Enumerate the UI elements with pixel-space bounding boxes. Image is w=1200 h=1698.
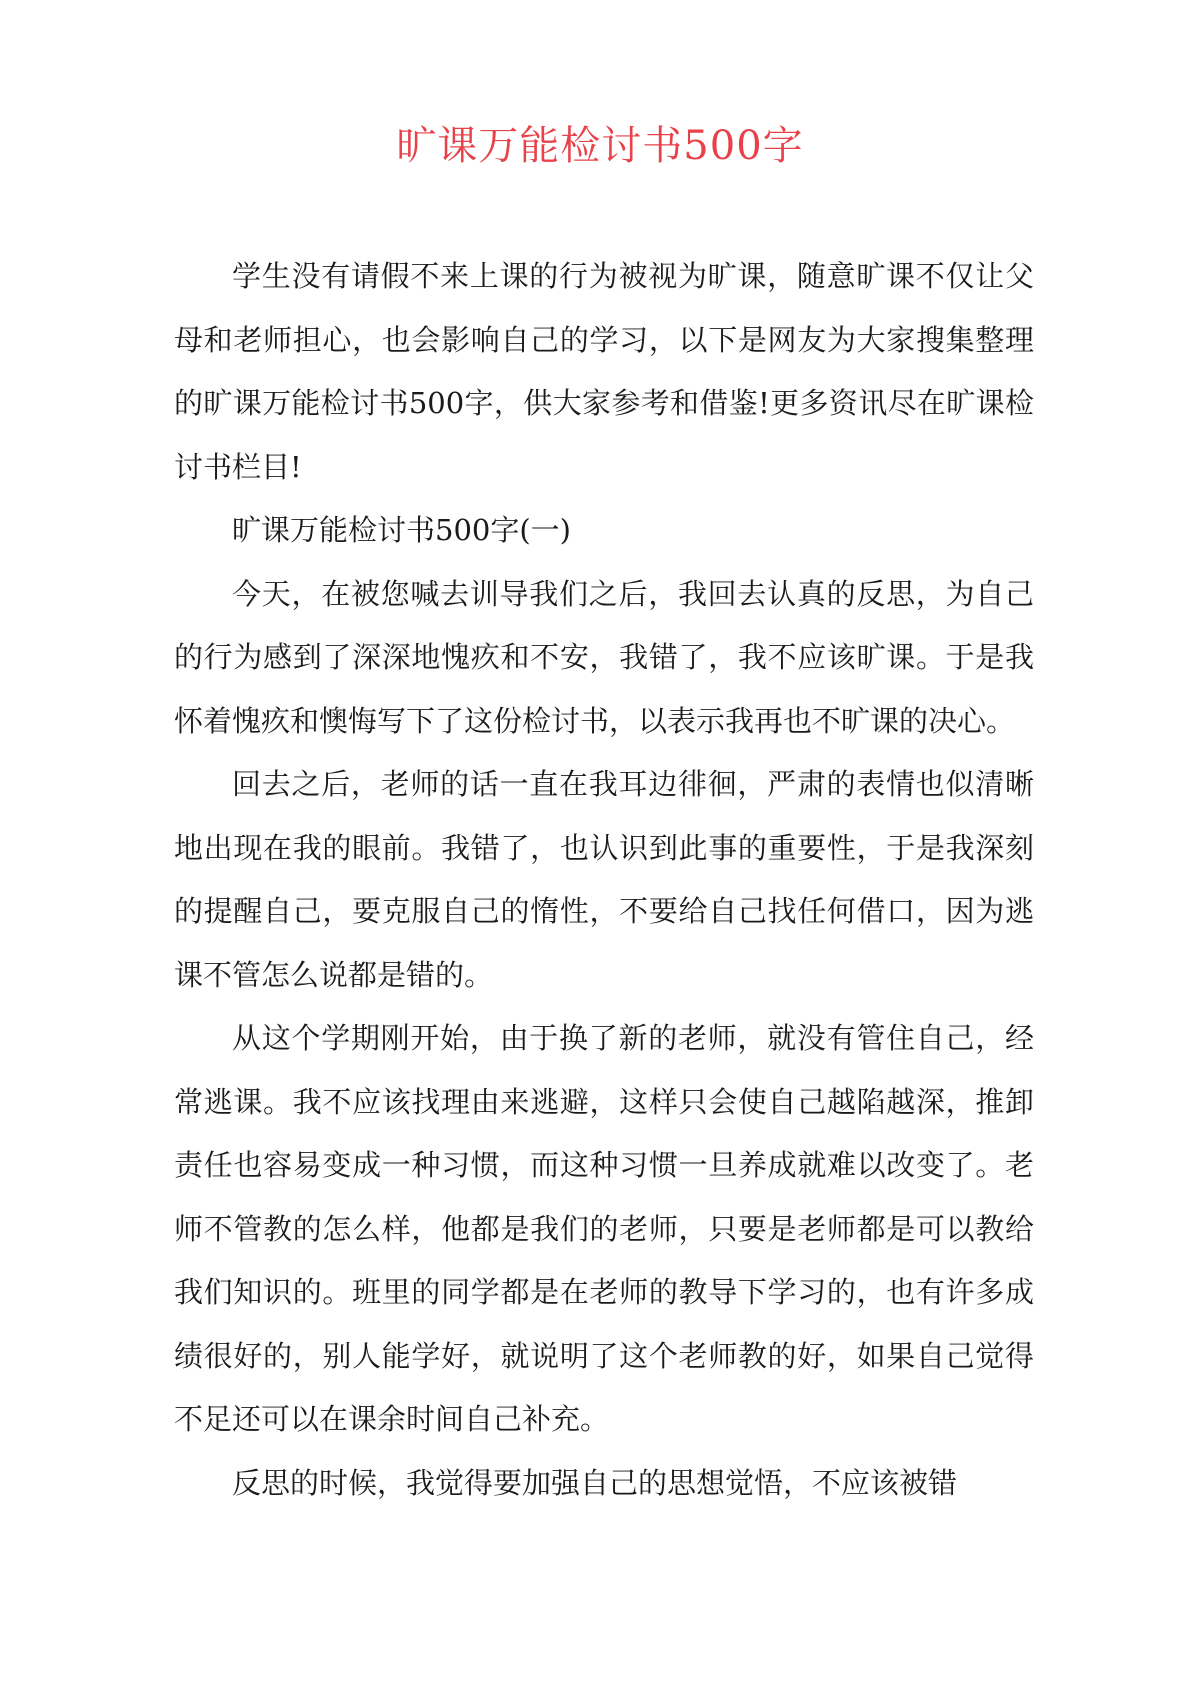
document-body bbox=[174, 245, 1034, 1515]
paragraph-intro: 学生没有请假不来上课的行为被视为旷课，随意旷课不仅让父母和老师担心，也会影响自己的学习，以下是网友为大家搜集整理的旷课万能检讨书500字，供大家参考和借鉴!更多资讯尽在旷课检讨书栏目! bbox=[174, 259, 1034, 484]
paragraph: 反思的时候，我觉得要加强自己的思想觉悟，不应该被错 bbox=[232, 1465, 958, 1500]
paragraph: 今天，在被您喊去训导我们之后，我回去认真的反思，为自己的行为感到了深深地愧疚和不安，我错了，我不应该旷课。于是我怀着愧疚和懊悔写下了这份检讨书，以表示我再也不旷课的决心。 bbox=[174, 576, 1034, 738]
paragraph: 回去之后，老师的话一直在我耳边徘徊，严肃的表情也似清晰地出现在我的眼前。我错了，也认识到此事的重要性，于是我深刻的提醒自己，要克服自己的惰性，不要给自己找任何借口，因为逃课不管怎么说都是错的。 bbox=[174, 767, 1034, 992]
paragraph: 从这个学期刚开始，由于换了新的老师，就没有管住自己，经常逃课。我不应该找理由来逃避，这样只会使自己越陷越深，推卸责任也容易变成一种习惯，而这种习惯一旦养成就难以改变了。老师不管教的怎么样，他都是我们的老师，只要是老师都是可以教给我们知识的。班里的同学都是在老师的教导下学习的，也有许多成绩很好的，别人能学好，就说明了这个老师教的好，如果自己觉得不足还可以在课余时间自己补充。 bbox=[174, 1021, 1034, 1436]
section-heading: 旷课万能检讨书500字(一) bbox=[232, 513, 571, 547]
document-title: 旷课万能检讨书500字 bbox=[396, 123, 804, 169]
